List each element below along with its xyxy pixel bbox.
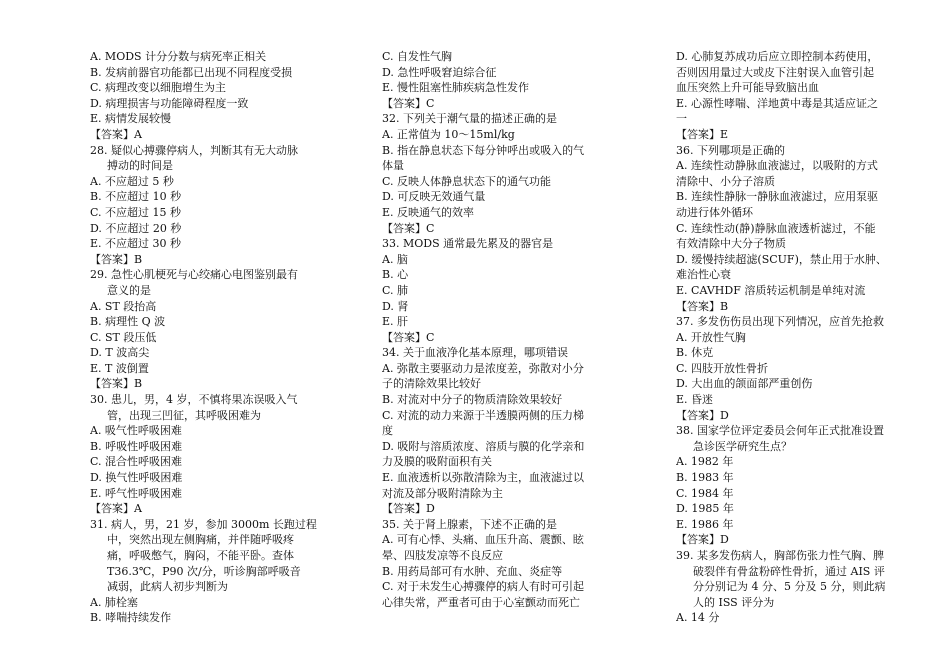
- option-line: E. 血液透析以弥散清除为主，血液滤过以: [382, 471, 585, 485]
- question-stem-line: 39. 某多发伤病人，胸部伤张力性气胸、脾: [676, 549, 884, 562]
- option-line: D. 大出血的颌面部严重创伤: [676, 377, 813, 391]
- question-text-line: 动进行体外循环: [676, 205, 753, 219]
- option-line: E. 反映通气的效率: [382, 205, 475, 219]
- option-line: A. 连续性动静脉血液滤过，以吸附的方式: [676, 159, 878, 173]
- option-line: A. 可有心悸、头痛、血压升高、震颤、眩: [382, 533, 584, 547]
- option-line: B. 发病前器官功能都已出现不同程度受损: [90, 65, 293, 79]
- option-line: E. 不应超过 30 秒: [90, 237, 182, 251]
- option-line: A. 开放性气胸: [676, 330, 746, 344]
- question-stem-line: 38. 国家学位评定委员会何年正式批准设置: [676, 424, 884, 438]
- option-line: E. 肝: [382, 315, 409, 329]
- answer-key-line: 【答案】C: [382, 96, 435, 110]
- question-text-line: 体量: [382, 159, 404, 173]
- option-line: C. 混合性呼吸困难: [90, 455, 183, 469]
- option-line: D. 病理损害与功能障碍程度一致: [90, 96, 249, 110]
- option-line: C. 对于未发生心搏骤停的病人有时可引起: [382, 580, 585, 594]
- question-text-line: 有效清除中大分子物质: [676, 237, 786, 251]
- question-text-line: 一: [676, 112, 687, 126]
- option-line: B. 对流对中分子的物质清除效果较好: [382, 393, 563, 407]
- question-stem-line: 32. 下列关于潮气量的描述正确的是: [382, 112, 557, 126]
- option-line: B. 呼吸性呼吸困难: [90, 439, 183, 453]
- answer-key-line: 【答案】A: [90, 127, 142, 141]
- option-line: A. 弥散主要驱动力是浓度差，弥散对小分: [382, 361, 584, 375]
- question-stem-line: 29. 急性心肌梗死与心绞痛心电图鉴别最有: [90, 268, 298, 282]
- option-line: B. 用药局部可有水肿、充血、炎症等: [382, 564, 563, 578]
- option-line: C. 对流的动力来源于半透膜两侧的压力梯: [382, 408, 585, 422]
- answer-key-line: 【答案】C: [382, 330, 435, 344]
- question-text-line: 对流及部分吸附清除为主: [382, 486, 503, 500]
- option-line: D. 急性呼吸窘迫综合征: [382, 65, 497, 79]
- option-line: E. 慢性阻塞性肺疾病急性发作: [382, 81, 530, 95]
- option-line: C. 病理改变以细胞增生为主: [90, 81, 227, 95]
- option-line: E. 心源性哮喘、洋地黄中毒是其适应证之: [676, 96, 879, 110]
- question-stem-line: 30. 患儿，男，4 岁，不慎将果冻误吸入气: [90, 393, 298, 407]
- answer-key-line: 【答案】B: [90, 377, 143, 391]
- option-line: C. 1984 年: [676, 486, 734, 500]
- question-stem-line: 31. 病人，男，21 岁，参加 3000m 长跑过程: [90, 517, 317, 531]
- option-line: B. 连续性静脉一静脉血液滤过，应用泵驱: [676, 190, 879, 204]
- option-line: B. 1983 年: [676, 471, 734, 485]
- answer-key-line: 【答案】D: [676, 408, 729, 422]
- question-stem-line: 28. 疑似心搏骤停病人，判断其有无大动脉: [90, 143, 298, 157]
- option-line: E. 1986 年: [676, 517, 734, 531]
- question-stem-line: 36. 下列哪项是正确的: [676, 143, 785, 157]
- question-text-line: 清除中、小分子溶质: [676, 174, 775, 188]
- question-text-line: 力及膜的吸附面积有关: [382, 455, 492, 469]
- option-line: A. 肺栓塞: [90, 595, 138, 609]
- answer-key-line: 【答案】D: [676, 533, 729, 547]
- option-line: C. 自发性气胸: [382, 50, 453, 63]
- option-line: C. ST 段压低: [90, 330, 157, 344]
- question-text-line: 急诊医学研究生点？: [693, 439, 792, 453]
- question-text-line: 晕、四肢发凉等不良反应: [382, 549, 503, 562]
- question-stem-line: 33. MODS 通常最先累及的器官是: [382, 237, 554, 251]
- option-line: D. 肾: [382, 299, 409, 313]
- question-text-line: 难治性心衰: [676, 268, 731, 282]
- question-text-line: 人的 ISS 评分为: [693, 595, 775, 609]
- option-line: E. CAVHDF 溶质转运机制是单纯对流: [676, 283, 866, 297]
- text-column-left: [90, 49, 322, 626]
- question-text-line: 否则因用量过大或皮下注射误入血管引起: [676, 65, 874, 79]
- option-line: C. 不应超过 15 秒: [90, 205, 182, 219]
- answer-key-line: 【答案】D: [382, 502, 435, 516]
- answer-key-line: 【答案】A: [90, 502, 142, 516]
- option-line: C. 连续性动(静)静脉血液透析滤过，不能: [676, 221, 876, 235]
- option-line: D. 可反映无效通气量: [382, 190, 486, 204]
- option-line: C. 四肢开放性骨折: [676, 361, 769, 375]
- answer-key-line: 【答案】E: [676, 127, 729, 141]
- answer-key-line: 【答案】C: [382, 221, 435, 235]
- option-line: D. 心肺复苏成功后应立即控制本药使用，: [676, 50, 879, 63]
- option-line: A. 1982 年: [676, 455, 734, 469]
- option-line: C. 反映人体静息状态下的通气功能: [382, 174, 552, 188]
- option-line: A. 吸气性呼吸困难: [90, 424, 182, 438]
- option-line: A. MODS 计分分数与病死率正相关: [90, 50, 267, 63]
- question-text-line: 减弱，此病人初步判断为: [107, 580, 228, 594]
- option-line: A. 不应超过 5 秒: [90, 174, 174, 188]
- option-line: E. 病情发展较慢: [90, 112, 172, 126]
- option-line: D. 换气性呼吸困难: [90, 471, 183, 485]
- option-line: D. T 波高尖: [90, 346, 150, 360]
- question-text-line: 心律失常，严重者可由于心室颤动而死亡: [382, 595, 580, 609]
- option-line: C. 肺: [382, 283, 409, 297]
- option-line: A. 14 分: [676, 611, 720, 625]
- answer-key-line: 【答案】B: [90, 252, 143, 266]
- text-column-right: [676, 49, 908, 626]
- question-text-line: 意义的是: [107, 283, 151, 297]
- option-line: D. 不应超过 20 秒: [90, 221, 182, 235]
- option-line: B. 病理性 Q 波: [90, 315, 166, 329]
- option-line: A. 正常值为 10～15ml/kg: [382, 127, 515, 141]
- option-line: B. 指在静息状态下每分钟呼出或吸入的气: [382, 143, 585, 157]
- answer-key-line: 【答案】B: [676, 299, 729, 313]
- option-line: E. 昏迷: [676, 393, 714, 407]
- question-text-line: 痛，呼吸憋气，胸闷，不能平卧。查体: [107, 549, 294, 562]
- question-text-line: 血压突然上升可能导致脑出血: [676, 81, 819, 95]
- option-line: A. ST 段抬高: [90, 299, 157, 313]
- option-line: D. 1985 年: [676, 502, 734, 516]
- option-line: D. 缓慢持续超滤(SCUF)，禁止用于水肿、: [676, 252, 887, 266]
- question-stem-line: 34. 关于血液净化基本原理，哪项错误: [382, 346, 568, 360]
- option-line: B. 哮喘持续发作: [90, 611, 172, 625]
- question-text-line: 搏动的时间是: [107, 159, 173, 173]
- option-line: B. 休克: [676, 346, 714, 360]
- question-text-line: 中，突然出现左侧胸痛，并伴随呼吸疼: [107, 533, 294, 547]
- option-line: E. 呼气性呼吸困难: [90, 486, 183, 500]
- question-text-line: T36.3℃，P90 次/分，听诊胸部呼吸音: [107, 564, 301, 578]
- question-text-line: 度: [382, 424, 393, 438]
- option-line: D. 吸附与溶质浓度、溶质与膜的化学亲和: [382, 439, 585, 453]
- question-text-line: 破裂伴有骨盆粉碎性骨折，通过 AIS 评: [693, 564, 885, 578]
- question-text-line: 管，出现三凹征，其呼吸困难为: [107, 408, 261, 422]
- option-line: E. T 波倒置: [90, 361, 149, 375]
- text-column-middle: [382, 49, 618, 610]
- question-stem-line: 35. 关于肾上腺素，下述不正确的是: [382, 517, 557, 531]
- question-text-line: 子的清除效果比较好: [382, 377, 481, 391]
- question-stem-line: 37. 多发伤伤员出现下列情况，应首先抢救: [676, 315, 884, 329]
- question-text-line: 分分别记为 4 分、5 分及 5 分，则此病: [693, 580, 886, 594]
- option-line: A. 脑: [382, 252, 408, 266]
- option-line: B. 心: [382, 268, 409, 282]
- option-line: B. 不应超过 10 秒: [90, 190, 182, 204]
